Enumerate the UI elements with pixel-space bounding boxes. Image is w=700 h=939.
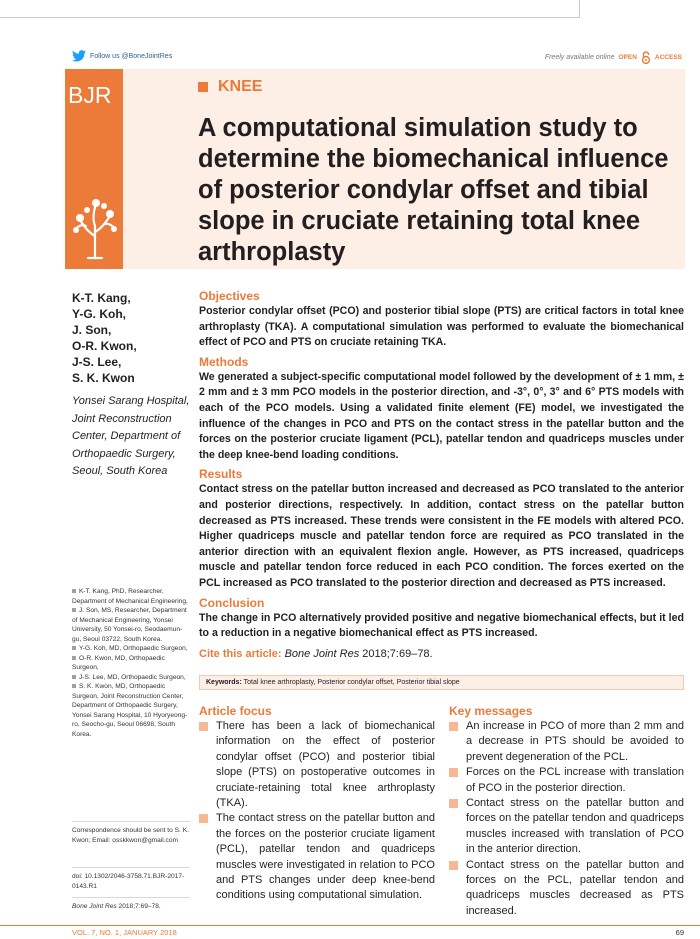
author-list (72, 290, 137, 386)
objectives-heading: Objectives (199, 289, 260, 303)
note-bullet-icon (72, 656, 76, 660)
footer-issue: VOL. 7, NO. 1, JANUARY 2018 (72, 928, 177, 937)
list-item: Contact stress on the patellar button and forces on the PCL, patellar tendon and quadriceps muscles decreased as PTS increased. (449, 858, 684, 920)
divider (72, 867, 190, 868)
author-note: J-S. Lee, MD, Orthopaedic Surgeon, (72, 673, 190, 683)
freely-text: Freely available online (544, 54, 615, 61)
author-notes (72, 587, 190, 739)
conclusion-text: The change in PCO alternatively provided positive and negative biomechanical effects, but it led to a reduction in a negative biomechanical effect as PTS increased. (199, 611, 684, 640)
list-item: An increase in PCO of more than 2 mm and a decrease in PTS should be avoided to prevent degeneration of the PCL. (449, 719, 684, 765)
list-item: Forces on the PCL increase with translation of PCO in the posterior direction. (449, 765, 684, 796)
follow-text: Follow us @BoneJointRes (90, 52, 173, 60)
bullet-square-icon (449, 722, 458, 731)
note-bullet-icon (72, 589, 76, 593)
section-label (198, 78, 262, 96)
methods-heading: Methods (199, 354, 249, 369)
note-bullet-icon (72, 608, 76, 612)
author: K-T. Kang, (72, 291, 131, 305)
twitter-follow[interactable] (72, 50, 172, 62)
page-number: 69 (675, 928, 684, 937)
twitter-bird-icon (72, 50, 86, 62)
journal-logo: BJR (68, 82, 112, 108)
author: S. K. Kwon (72, 371, 135, 385)
author-note: J. Son, MS, Researcher, Department of Mechanical Engineering, Yonsei University, 50 Yonsei-ro, Seodaemun-gu, Seoul 03722, South Korea. (72, 607, 187, 643)
author-note: K-T. Kang, PhD, Researcher, Department of Mechanical Engineering, (72, 588, 188, 605)
keywords-box (199, 675, 684, 690)
note-bullet-icon (72, 684, 76, 688)
author-note: O-R. Kwon, MD, Orthopaedic Surgeon, (72, 654, 165, 671)
methods-text: We generated a subject-specific computational model followed by the development of ± 1 mm, ± 2 mm and ± 3 mm PCO models in the posterior direction, and -3°, 0°, 3° and 6° PTS models with each of the PCO models. Using a validated finite element (FE) model, we investigated the influence of the changes in PCO and PTS on the contact stress in the patellar button and the forces on the posterior cruciate ligament (PCL), patellar tendon and quadriceps muscles under the deep knee-bend loading conditions. (199, 370, 684, 461)
author-note: Y-G. Koh, MD, Orthopaedic Surgeon, (72, 644, 190, 654)
objectives-text: Posterior condylar offset (PCO) and posterior tibial slope (PTS) are critical factors in total knee arthroplasty (TKA). A computational simulation was performed to evaluate the biomechanical effect of PCO and PTS on cruciate retaining TKA. (199, 305, 684, 349)
bullet-square-icon (449, 861, 458, 870)
author: J-S. Lee, (72, 355, 122, 369)
cite-this-article: Cite this article: Bone Joint Res 2018;7:69–78. (199, 647, 433, 660)
affiliation: Yonsei Sarang Hospital, Joint Reconstruction Center, Department of Orthopaedic Surgery, Seoul, South Korea (72, 395, 190, 477)
conclusion-heading: Conclusion (199, 595, 265, 610)
key-messages (449, 704, 684, 919)
list-item: The contact stress on the patellar button and the forces on the posterior cruciate ligament (PCL), patellar tendon and quadriceps muscles were investigated in relation to PCO and PTS changes under deep knee-bend conditions using computational simulation. (199, 811, 435, 903)
tree-logo-icon (72, 196, 118, 260)
doi: doi: 10.1302/2046-3758.71.BJR-2017-0143.R1 (72, 873, 185, 890)
correspondence: Correspondence should be sent to S. K. Kwon; Email: osskkwon@gmail.com (72, 827, 189, 844)
author: J. Son, (72, 323, 112, 337)
author: Y-G. Koh, (72, 307, 126, 321)
list-item: There has been a lack of biomechanical information on the effect of posterior condylar offset (PCO) and posterior tibial slope (PTS) on postoperative outcomes in cruciate-retaining total knee arthroplasty (TKA). (199, 719, 435, 811)
bullet-square-icon (199, 814, 208, 823)
bullet-square-icon (449, 768, 458, 777)
crop-mark (0, 0, 580, 18)
bullet-square-icon (449, 799, 458, 808)
abstract (199, 289, 684, 662)
author: O-R. Kwon, (72, 339, 137, 353)
results-heading: Results (199, 467, 243, 482)
article-focus (199, 704, 435, 904)
footer-rule (0, 925, 700, 926)
list-item: Contact stress on the patellar button and forces on the patellar tendon and quadriceps muscles increased with translation of PCO in the anterior direction. (449, 796, 684, 858)
note-bullet-icon (72, 675, 76, 679)
bullet-square-icon (199, 722, 208, 731)
open-lock-icon (641, 51, 651, 64)
note-bullet-icon (72, 646, 76, 650)
results-text: Contact stress on the patellar button increased and decreased as PCO translated to the anterior and posterior directions, respectively. In addition, contact stress on the patellar button decreased as PTS increased. These trends were consistent in the FE models with altered PCO. Higher quadriceps muscle and patellar tendon force are required as PCO translated in the anterior direction with an equivalent flexion angle. However, as PTS increased, quadriceps muscle and patellar tendon force reduced in each PCO condition. The forces exerted on the PCL increased as PCO translated to the posterior direction and decreased as PTS increased. (199, 483, 684, 589)
key-messages-heading: Key messages (449, 704, 533, 718)
author-note: S. K. Kwon, MD, Orthopaedic Surgeon, Joint Reconstruction Center, Department of Orthopaedic Surgery, Yonsei Sarang Hospital, 10 Hyoryeong-ro, Seocho-gu, Seoul 06698, South Korea. (72, 683, 188, 738)
oa-access-text: ACCESS (654, 54, 682, 61)
article-focus-heading: Article focus (199, 704, 272, 718)
divider (72, 897, 190, 898)
section-text: KNEE (218, 78, 263, 95)
oa-open-text: OPEN (618, 54, 637, 61)
section-square-icon (198, 82, 208, 92)
citation-small: Bone Joint Res 2018;7:69–78. (72, 903, 161, 910)
article-title: A computational simulation study to determine the biomechanical influence of posterior condylar offset and tibial slope in cruciate retaining total knee arthroplasty (198, 114, 669, 266)
open-access-badge (545, 51, 682, 64)
divider (72, 821, 190, 822)
keywords-label: Keywords: (206, 679, 242, 686)
keywords-text: Total knee arthroplasty, Posterior condylar offset, Posterior tibial slope (241, 679, 460, 686)
